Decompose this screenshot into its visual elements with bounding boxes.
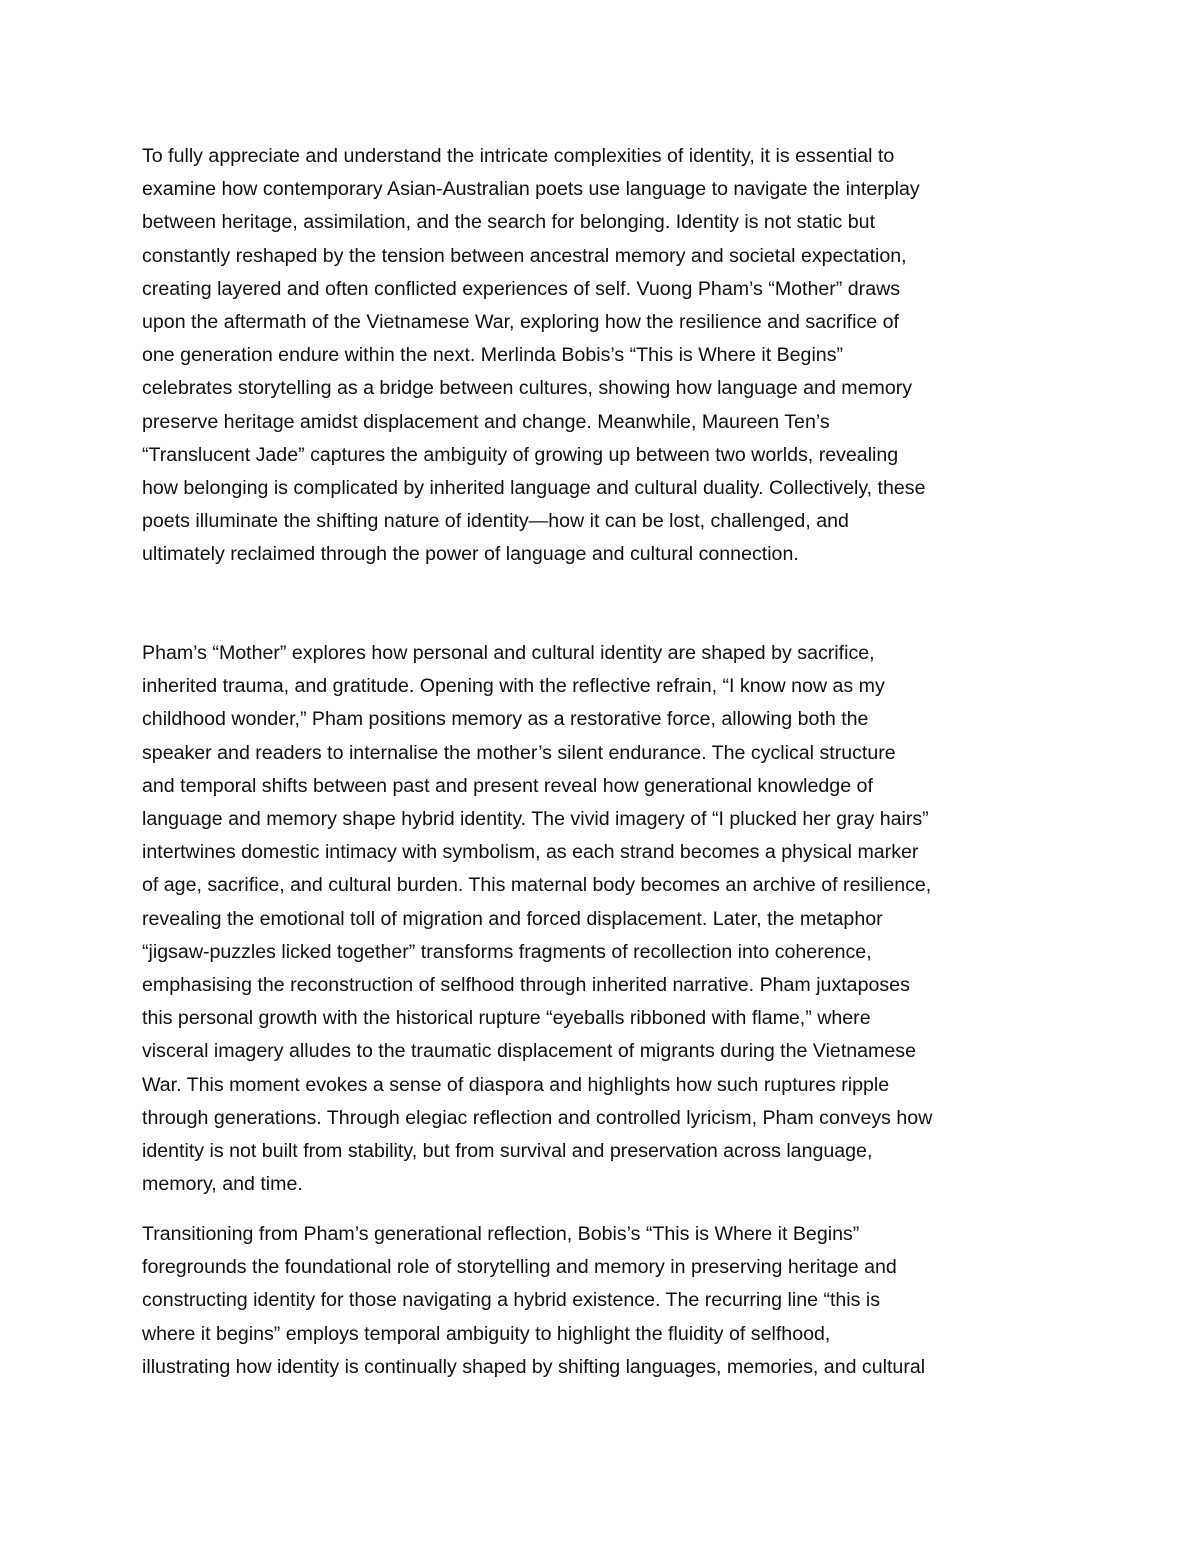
text-line: language and memory shape hybrid identity. The vivid imagery of “I plucked her gray hairs”	[142, 808, 929, 831]
text-line: “jigsaw-puzzles licked together” transforms fragments of recollection into coherence,	[142, 940, 872, 963]
text-line: poets illuminate the shifting nature of identity—how it can be lost, challenged, and	[142, 510, 849, 533]
text-line: visceral imagery alludes to the traumatic displacement of migrants during the Vietnamese	[142, 1040, 916, 1063]
text-line: foregrounds the foundational role of storytelling and memory in preserving heritage and	[142, 1256, 897, 1279]
text-line: celebrates storytelling as a bridge between cultures, showing how language and memory	[142, 377, 913, 400]
text-line: one generation endure within the next. Merlinda Bobis’s “This is Where it Begins”	[142, 344, 844, 367]
text-line: intertwines domestic intimacy with symbolism, as each strand becomes a physical marker	[142, 841, 919, 864]
text-line: through generations. Through elegiac reflection and controlled lyricism, Pham conveys how	[142, 1106, 933, 1129]
text-line: emphasising the reconstruction of selfhood through inherited narrative. Pham juxtaposes	[142, 974, 910, 997]
paragraph-introduction	[142, 140, 1072, 572]
text-line: “Translucent Jade” captures the ambiguity of growing up between two worlds, revealing	[142, 443, 899, 466]
text-line: childhood wonder,” Pham positions memory as a restorative force, allowing both the	[142, 708, 869, 731]
text-line: and temporal shifts between past and present reveal how generational knowledge of	[142, 774, 873, 797]
text-line: revealing the emotional toll of migration and forced displacement. Later, the metaphor	[142, 907, 883, 930]
text-line: this personal growth with the historical rupture “eyeballs ribboned with flame,” where	[142, 1007, 871, 1030]
text-line: constantly reshaped by the tension between ancestral memory and societal expectation,	[142, 244, 907, 267]
text-line: of age, sacrifice, and cultural burden. This maternal body becomes an archive of resilience,	[142, 874, 932, 897]
text-line: To fully appreciate and understand the intricate complexities of identity, it is essential to	[142, 145, 895, 167]
text-line: ultimately reclaimed through the power of language and cultural connection.	[142, 543, 799, 566]
text-line: examine how contemporary Asian-Australian poets use language to navigate the interplay	[142, 178, 920, 201]
text-line: preserve heritage amidst displacement and change. Meanwhile, Maureen Ten’s	[142, 410, 830, 433]
text-line: between heritage, assimilation, and the search for belonging. Identity is not static but	[142, 211, 876, 234]
text-line: upon the aftermath of the Vietnamese War, exploring how the resilience and sacrifice of	[142, 311, 899, 334]
paragraph-pham-mother	[142, 637, 1072, 1201]
text-line: how belonging is complicated by inherited language and cultural duality. Collectively, these	[142, 477, 926, 500]
text-line: inherited trauma, and gratitude. Opening with the reflective refrain, “I know now as my	[142, 675, 885, 698]
text-line: Transitioning from Pham’s generational reflection, Bobis’s “This is Where it Begins”	[142, 1223, 860, 1245]
paragraph-bobis-transition	[142, 1218, 1072, 1384]
text-line: War. This moment evokes a sense of diaspora and highlights how such ruptures ripple	[142, 1073, 890, 1096]
text-line: speaker and readers to internalise the mother’s silent endurance. The cyclical structure	[142, 741, 896, 764]
text-line: identity is not built from stability, but from survival and preservation across language,	[142, 1140, 873, 1163]
text-line: constructing identity for those navigating a hybrid existence. The recurring line “this is	[142, 1289, 881, 1312]
text-line: illustrating how identity is continually shaped by shifting languages, memories, and cultural	[142, 1355, 926, 1378]
text-line: memory, and time.	[142, 1173, 303, 1196]
text-line: where it begins” employs temporal ambiguity to highlight the fluidity of selfhood,	[142, 1322, 831, 1345]
text-line: Pham’s “Mother” explores how personal and cultural identity are shaped by sacrifice,	[142, 642, 875, 664]
text-line: creating layered and often conflicted experiences of self. Vuong Pham’s “Mother” draws	[142, 277, 901, 300]
